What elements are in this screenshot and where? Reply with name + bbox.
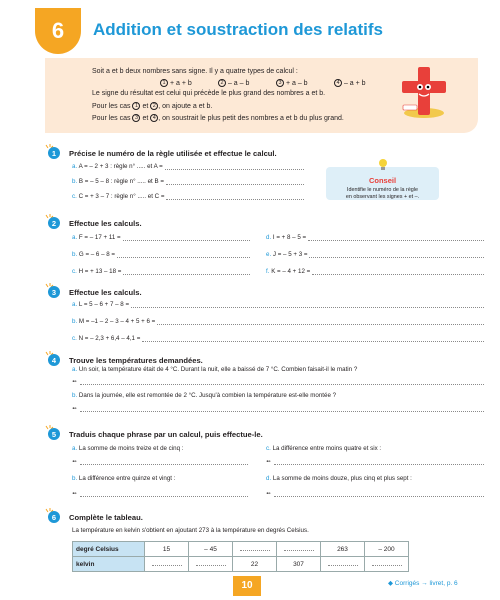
case-4: 4 – a + b — [334, 79, 366, 87]
ex4-answer-a: ➻ — [72, 378, 484, 385]
exercise-4-header: 4 Trouve les températures demandées. — [48, 354, 203, 366]
ex5-question-d: d. La somme de moins douze, plus cinq et plus sept : — [266, 475, 412, 482]
case-3: 3 + a – b — [276, 79, 308, 87]
table-row — [73, 557, 409, 572]
ex1-item-b: b. B = – 5 – 8 : règle n° ..... et B = — [72, 178, 304, 185]
page-number: 10 — [233, 576, 261, 596]
table-row — [73, 542, 409, 557]
table-cell: 15 — [145, 542, 189, 557]
case-2: 2 – a – b — [218, 79, 249, 87]
ex2-item-e: e. J = – 5 + 3 = — [266, 251, 484, 258]
plus-mascot-icon — [398, 63, 450, 123]
table-cell: 263 — [321, 542, 365, 557]
ex3-item-c: c. N = – 2,3 + 6,4 – 4,1 = — [72, 335, 484, 342]
table-cell-blank[interactable] — [233, 542, 277, 557]
ex5-question-b: b. La différence entre quinze et vingt : — [72, 475, 176, 482]
exercise-5-header: 5 Traduis chaque phrase par un calcul, puis effectue-le. — [48, 428, 263, 440]
row-header-kelvin: kelvin — [73, 557, 145, 572]
ex1-item-a: a. A = – 2 + 3 : règle n° ..... et A = — [72, 163, 304, 170]
ex5-question-a: a. La somme de moins treize et de cinq : — [72, 445, 184, 452]
exercise-6-header: 6 Complète le tableau. — [48, 511, 143, 523]
ex5-answer-d: ➻ — [266, 490, 484, 497]
intro-line-4: Pour les cas 3 et 4 , on soustrait le plus petit des nombres a et b du plus grand. — [92, 114, 344, 122]
intro-line-3: Pour les cas 1 et 2 , on ajoute a et b. — [92, 102, 213, 110]
intro-line-2: Le signe du résultat est celui qui précède le plus grand des nombres a et b. — [92, 90, 326, 97]
ex4-question-a: a. Un soir, la température était de 4 °C. Durant la nuit, elle a baissé de 7 °C. Combien faisait-il le matin ? — [72, 366, 358, 373]
ex2-item-d: d. I = + 8 – 5 = — [266, 234, 484, 241]
table-cell: 22 — [233, 557, 277, 572]
ex4-question-b: b. Dans la journée, elle est remontée de 2 °C. Jusqu'à combien la température est-elle montée ? — [72, 392, 337, 399]
ex5-answer-c: ➻ — [266, 458, 484, 465]
exercise-3-header: 3 Effectue les calculs. — [48, 286, 142, 298]
exercise-1-header: 1 Précise le numéro de la règle utilisée et effectue le calcul. — [48, 147, 277, 159]
page-title: Addition et soustraction des relatifs — [93, 20, 383, 39]
ex3-item-a: a. L = 5 – 6 + 7 – 8 = — [72, 301, 484, 308]
ex5-question-c: c. La différence entre moins quatre et six : — [266, 445, 382, 452]
table-cell: – 200 — [365, 542, 409, 557]
ex1-item-c: c. C = + 3 – 7 : règle n° ..... et C = — [72, 193, 304, 200]
ex4-answer-b: ➻ — [72, 405, 484, 412]
chapter-number-badge: 6 — [35, 8, 81, 54]
ex2-item-c: c. H = + 13 – 18 = — [72, 268, 250, 275]
table-cell-blank[interactable] — [365, 557, 409, 572]
ex3-item-b: b. M = –1 – 2 – 3 – 4 + 5 + 6 = — [72, 318, 484, 325]
tip-body-1: Identifie le numéro de la règle — [346, 187, 419, 193]
intro-line-1: Soit a et b deux nombres sans signe. Il y a quatre types de calcul : — [92, 68, 298, 75]
table-cell: 307 — [277, 557, 321, 572]
ex2-item-a: a. F = – 17 + 11 = — [72, 234, 250, 241]
table-cell-blank[interactable] — [321, 557, 365, 572]
tip-title: Conseil — [368, 176, 397, 185]
row-header-celsius: degré Celsius — [73, 542, 145, 557]
exercise-2-header: 2 Effectue les calculs. — [48, 217, 142, 229]
case-1: 1 + a + b — [160, 79, 192, 87]
answers-reference-link[interactable]: ◆ Corrigés → livret, p. 6 — [388, 580, 458, 587]
table-cell: – 45 — [189, 542, 233, 557]
table-cell-blank[interactable] — [189, 557, 233, 572]
ex5-answer-a: ➻ — [72, 458, 248, 465]
tip-body-2: en observant les signes + et –. — [345, 194, 420, 200]
ex5-answer-b: ➻ — [72, 490, 248, 497]
lightbulb-icon — [378, 158, 388, 172]
ex2-item-f: f. K = – 4 + 12 = — [266, 268, 484, 275]
table-cell-blank[interactable] — [277, 542, 321, 557]
ex2-item-b: b. G = – 6 – 8 = — [72, 251, 250, 258]
table-cell-blank[interactable] — [145, 557, 189, 572]
ex6-instruction: La température en kelvin s'obtient en ajoutant 273 à la température en degrés Celsius. — [72, 527, 309, 534]
conversion-table — [72, 541, 409, 572]
